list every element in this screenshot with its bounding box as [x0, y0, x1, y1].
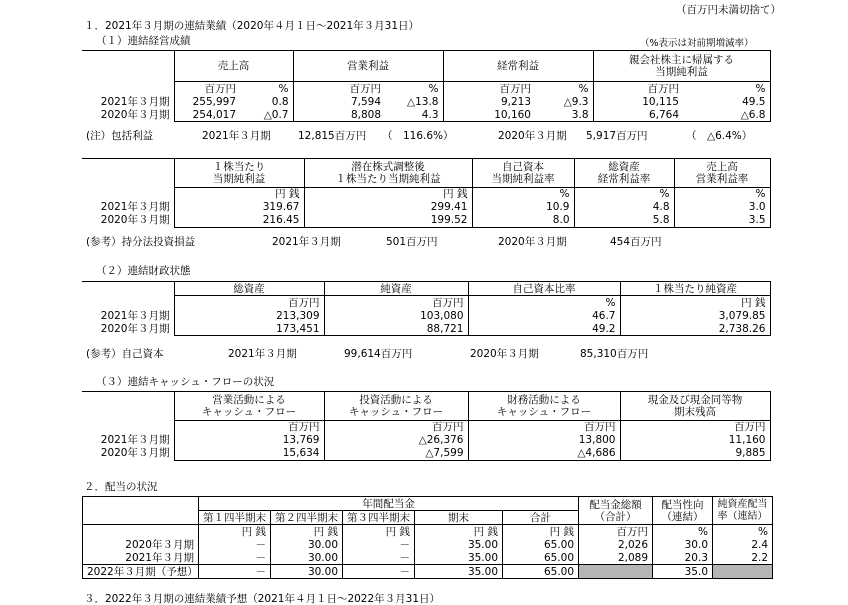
pct-note: （%表示は対前期増減率）	[640, 38, 754, 49]
table-row: 2021年３月期 255,997 0.8 7,594 △13.8 9,213 △9.3 10,115 49.5	[82, 95, 770, 108]
unit-note: （百万円未満切捨て）	[676, 4, 781, 16]
header-ordinary-profit: 経常利益	[443, 51, 593, 82]
cash-flow-table: 営業活動による キャッシュ・フロー 投資活動による キャッシュ・フロー 財務活動による キャッシュ・フロー 現金及び現金同等物 期末残高 百万円 百万円 百万円 百万円 2021年３月期 13,769 △26,376 13,800 11,160 2020年３月期 15,634 △7,599 △4,686 9,885	[82, 391, 771, 461]
financial-position-table: 総資産 純資産 自己資本比率 １株当たり純資産 百万円 百万円 % 円 銭 2021年３月期 213,309 103,080 46.7 3,079.85 2020年３月期 173,451 88,721 49.2 2,738.26	[82, 281, 771, 336]
operating-results-table: 売上高 営業利益 経常利益 親会社株主に帰属する 当期純利益 百万円 % 百万円 % 百万円 % 百万円 % 2021年３月期 255,997 0.8 7,594 △13.8 9,213 △9.3 10,115 49.5 2020年３月期 254,017 △0.7 8,808 4.3 10,160 3.8 6,764 △6.8	[82, 50, 771, 122]
table-row: 2020年３月期 216.45 199.52 8.0 5.8 3.5	[82, 214, 770, 228]
section2-title: （２）連結財政状態	[96, 265, 191, 277]
section1-title: １．2021年３月期の連結業績（2020年４月１日～2021年３月31日）	[84, 20, 420, 32]
dividend-table: 年間配当金 配当金総額 （合計） 配当性向 （連結） 純資産配当 率（連結） 第１四半期末 第２四半期末 第３四半期末 期末 合計 円 銭 円 銭 円 銭 円 銭 円 銭 百万円 % % 2020年３月期 － 30.00 － 35.00 65.00 2,026 30.0 2.4 2021年３月期 － 30.00 － 35.00 65.00 2,089 20.3 2.2 2022年３月期（予想） － 30.00 － 35.00 65.00 35.0	[82, 496, 773, 579]
table-row: 2021年３月期 319.67 299.41 10.9 4.8 3.0	[82, 201, 770, 214]
header-sales: 売上高	[174, 51, 293, 82]
table-row: 2020年３月期 173,451 88,721 49.2 2,738.26	[82, 322, 770, 336]
section1-subtitle: （１）連結経営成績	[96, 35, 191, 47]
table-row: 2021年３月期 13,769 △26,376 13,800 11,160	[82, 434, 770, 447]
table-row: 2020年３月期 － 30.00 － 35.00 65.00 2,026 30.0 2.4	[83, 538, 773, 551]
section3-title: （３）連結キャッシュ・フローの状況	[96, 376, 275, 388]
table-row: 2020年３月期 15,634 △7,599 △4,686 9,885	[82, 447, 770, 461]
section3-forecast-title: ３．2022年３月期の連結業績予想（2021年４月１日～2022年３月31日）	[84, 593, 441, 605]
header-operating-profit: 営業利益	[293, 51, 443, 82]
table-row: 2021年３月期 － 30.00 － 35.00 65.00 2,089 20.3 2.2	[83, 551, 773, 565]
header-net-profit: 親会社株主に帰属する 当期純利益	[593, 51, 770, 82]
table-row: 2022年３月期（予想） － 30.00 － 35.00 65.00 35.0	[83, 565, 773, 579]
dividend-title: ２．配当の状況	[84, 481, 158, 493]
table-row: 2020年３月期 254,017 △0.7 8,808 4.3 10,160 3.8 6,764 △6.8	[82, 108, 770, 122]
table-row: 2021年３月期 213,309 103,080 46.7 3,079.85	[82, 309, 770, 322]
per-share-table: １株当たり 当期純利益 潜在株式調整後 １株当たり当期純利益 自己資本 当期純利益率 総資産 経常利益率 売上高 営業利益率 円 銭 円 銭 % % % 2021年３月期 319.67 299.41 10.9 4.8 3.0 2020年３月期 216.45 199.52 8.0 5.8 3.5	[82, 158, 771, 228]
earnings-report-page: （百万円未満切捨て） １．2021年３月期の連結業績（2020年４月１日～2021年３月31日） （１）連結経営成績 （%表示は対前期増減率） 売上高 営業利益 経常利益 親会社株主に帰属する 当期純利益 百万円 % 百万円 % 百万円 % 百万円 % 2021年３月期 255,997 0.8 7,594 △13.8 9,213 △9.3 10,115 49.5 2020年３月期 254,017 △0.7 8,808 4.3 10,160 3.8 6,764 △6.8 (注）包括利益 2021年３月期 12,815百万円 （ 116.6%） 2020年３月期 5,917百万円 （ △6.4%） １株当たり 当期純利益 潜在株式調整後 １株当たり当期純利益 自己資本 当期純利益率 総資産 経常利益率 売上高 営業利益率 円 銭 円 銭 % % % 2021年３月期 319.67 299.41 10.9 4.8 3.0 2020年３月期 216.45 199.52 8.0 5.8 3.5 (参考）持分法投資損益 2021年３月期 501百万円 2020年３月期 454百万円 （２）連結財政状態 総資産 純資産 自己資本比率 １株当たり純資産 百万円 百万円 % 円 銭 2021年３月期 213,309 103,080 46.7 3,079.85 2020年３月期 173,451 88,721 49.2 2,738.26 (参考）自己資本 2021年３月期 99,614百万円 2020年３月期 85,310百万円 （３）連結キャッシュ・フローの状況 営業活動による キャッシュ・フロー 投資活動による キャッシュ・フロー 財務活動による キャッシュ・フロー 現金及び現金同等物 期末残高 百万円 百万円 百万円 百万円 2021年３月期 13,769 △26,376 13,800 11,160 2020年３月期 15,634 △7,599 △4,686 9,885 ２．配当の状況 年間配当金 配当金総額 （合計） 配当性向 （連結） 純資産配当 率（連結） 第１四半期末 第２四半期末 第３四半期末 期末 合計 円 銭 円 銭 円 銭 円 銭 円 銭 百万円 % % 2020年３月期 － 30.00 － 35.00 65.00 2,026 30.0 2.4 2021年３月期 － 30.00 － 35.00 65.00 2,089 20.3 2.2 2022年３月期（予想） － 30.00 － 35.00 65.00 35.0 ３．2022年３月期の連結業績予想（2021年４月１日～2022年３月31日）	[84, 4, 781, 605]
